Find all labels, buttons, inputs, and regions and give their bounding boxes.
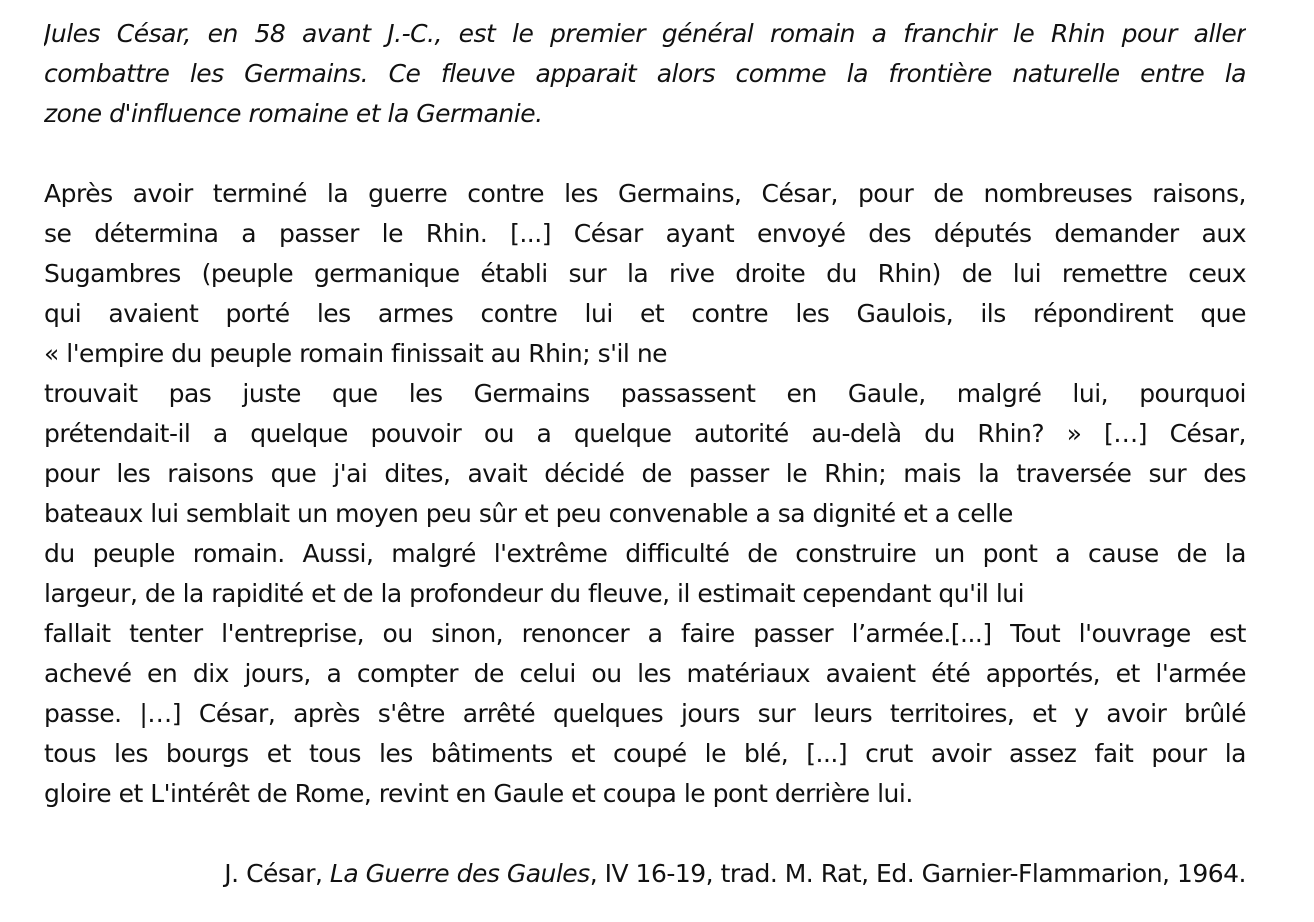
excerpt-line: largeur, de la rapidité et de la profondeur du fleuve, il estimait cependant qu'il lui	[44, 579, 1025, 608]
excerpt-line: Sugambres (peuple germanique établi sur la rive droite du Rhin) de lui remettre ceux	[44, 259, 1246, 288]
paragraph-spacer	[44, 134, 1246, 174]
excerpt-line: fallait tenter l'entreprise, ou sinon, renoncer a faire passer l’armée.[...] Tout l'ouvrage est	[44, 619, 1246, 648]
intro-line: combattre les Germains. Ce fleuve apparait alors comme la frontière naturelle entre la	[44, 59, 1246, 88]
excerpt-line: prétendait-il a quelque pouvoir ou a quelque autorité au-delà du Rhin? » […] César,	[44, 419, 1246, 448]
excerpt-line: bateaux lui semblait un moyen peu sûr et peu convenable a sa dignité et a celle	[44, 499, 1013, 528]
excerpt-line: « l'empire du peuple romain finissait au Rhin; s'il ne	[44, 339, 668, 368]
excerpt-line: passe. |…] César, après s'être arrêté quelques jours sur leurs territoires, et y avoir brûlé	[44, 699, 1246, 728]
excerpt-line: tous les bourgs et tous les bâtiments et coupé le blé, [...] crut avoir assez fait pour la	[44, 739, 1246, 768]
excerpt-line: Après avoir terminé la guerre contre les Germains, César, pour de nombreuses raisons,	[44, 179, 1246, 208]
excerpt-line: achevé en dix jours, a compter de celui ou les matériaux avaient été apportés, et l'armée	[44, 659, 1246, 688]
intro-line: Jules César, en 58 avant J.-C., est le premier général romain a franchir le Rhin pour aller	[44, 19, 1246, 48]
excerpt-paragraph	[44, 174, 1246, 814]
excerpt-line: du peuple romain. Aussi, malgré l'extrême difficulté de construire un pont a cause de la	[44, 539, 1246, 568]
excerpt-line: trouvait pas juste que les Germains passassent en Gaule, malgré lui, pourquoi	[44, 379, 1246, 408]
intro-paragraph	[44, 14, 1246, 134]
excerpt-line: pour les raisons que j'ai dites, avait décidé de passer le Rhin; mais la traversée sur des	[44, 459, 1246, 488]
document-body	[44, 14, 1246, 814]
citation-author: J. César,	[224, 859, 330, 888]
citation-work-title: La Guerre des Gaules	[329, 859, 590, 888]
intro-line: zone d'influence romaine et la Germanie.	[44, 99, 543, 128]
excerpt-line: qui avaient porté les armes contre lui et contre les Gaulois, ils répondirent que	[44, 299, 1246, 328]
citation-details: , IV 16-19, trad. M. Rat, Ed. Garnier-Flammarion, 1964.	[589, 859, 1246, 888]
excerpt-line: gloire et L'intérêt de Rome, revint en Gaule et coupa le pont derrière lui.	[44, 779, 913, 808]
excerpt-line: se détermina a passer le Rhin. [...] César ayant envoyé des députés demander aux	[44, 219, 1246, 248]
source-citation	[224, 854, 1246, 894]
